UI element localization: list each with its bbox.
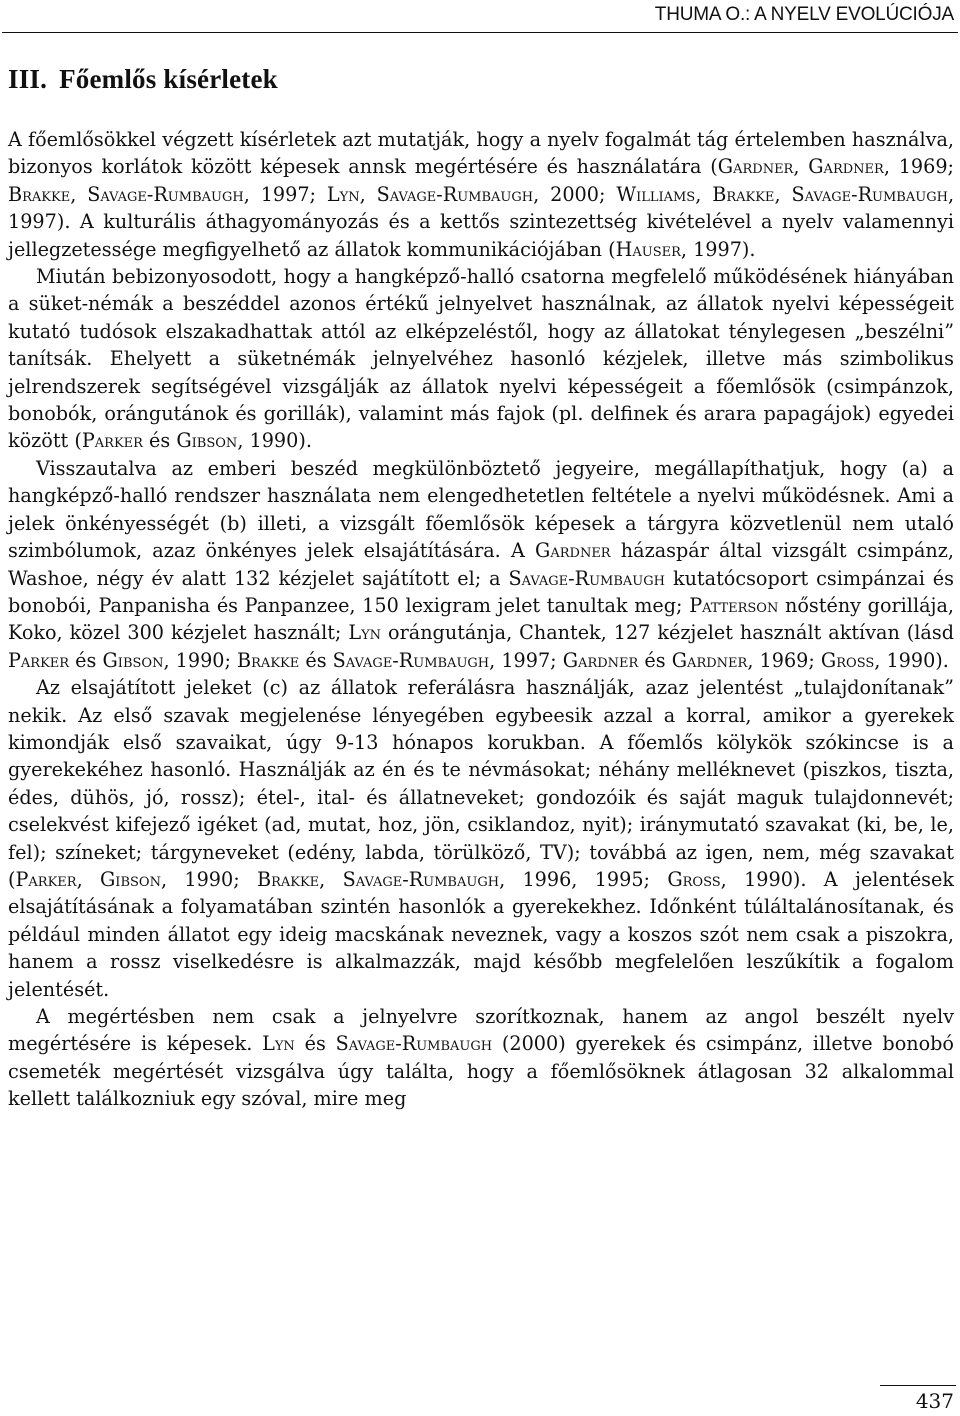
author-name: Gibson <box>102 648 164 672</box>
author-name: Savage-Rumbaugh <box>376 182 534 206</box>
text-run: , <box>359 182 377 206</box>
text-run: , <box>695 182 713 206</box>
text-run: orángutánja, Chantek, 127 kézjelet használt aktívan (lásd <box>381 621 954 645</box>
author-name: Gibson <box>176 429 238 453</box>
page-number-rule <box>880 1385 956 1386</box>
author-name: Gardner <box>535 539 611 563</box>
text-run: házaspár által vizsgált csimpánz, Washoe, négy év alatt 132 kézjelet sajátított el; a <box>8 539 954 590</box>
author-name: Parker <box>81 429 143 453</box>
author-name: Savage-Rumbaugh <box>508 566 665 590</box>
section-number: III. <box>8 64 48 94</box>
author-name: Lyn <box>326 182 360 206</box>
text-run: , 1997; <box>243 182 327 206</box>
text-run: és <box>69 648 103 672</box>
text-run: és <box>299 648 333 672</box>
author-name: Savage-Rumbaugh <box>791 182 948 206</box>
text-run: , 1990; <box>163 648 238 672</box>
paragraph <box>8 1003 954 1113</box>
author-name: Williams <box>616 182 696 206</box>
text-run: (2000) gyerekek és csimpánz, illetve bonobó csemeték megértését vizsgálva úgy találta, hogy a főemlősöknek átlagosan 32 alkalommal kellett találkozniuk egy szóval, mire meg <box>8 1032 954 1111</box>
text-run: és <box>294 1032 336 1056</box>
text-run: kutatócsoport csimpánzai és bonobói, Panpanisha és Panpanzee, 150 lexigram jelet tanultak meg; <box>8 566 954 617</box>
text-run: Visszautalva az emberi beszéd megkülönböztető jegyeire, megállapíthatjuk, hogy (a) a hangképző-halló rendszer használata nem elengedhetetlen feltétele a nyelvi működésnek. Ami a jelek önkényességét (b) illeti, a vizsgált főemlősök képesek a tárgyra közvetlenül nem utaló szimbólumok, azaz önkényes jelek elsajátítására. A <box>8 456 954 563</box>
text-run: és <box>142 429 177 453</box>
author-name: Gibson <box>99 867 161 891</box>
text-run: , 1990). <box>874 648 949 672</box>
text-run: , 1990). A jelentések elsajátításának a folyamatában szintén hasonlók a gyerekekhez. Időnként túláltalánosítanak, és például minden állatot egy ideig macskának neveznek, vagy a koszos szót nem csak a piszokra, hanem a rossz viselkedésre is alkalmazzák, majd később megfelelően leszűkítik a fogalom jelentését. <box>8 867 955 1001</box>
paragraph <box>8 674 954 1003</box>
text-run: , 1990; <box>160 867 257 891</box>
paragraph <box>8 126 954 263</box>
running-head: THUMA O.: A NYELV EVOLÚCIÓJA <box>654 4 954 25</box>
text-run: , <box>319 867 343 891</box>
text-run: és <box>638 648 672 672</box>
author-name: Gross <box>820 648 875 672</box>
page-number: 437 <box>915 1389 954 1413</box>
author-name: Brakke <box>8 182 71 206</box>
text-run: , 1997). A kulturális áthagyományozás és a kettős szintezettség kivételével a nyelv valamennyi jellegzetessége megfigyelhető az állatok kommunikációjában ( <box>8 182 955 261</box>
text-run: Miután bebizonyosodott, hogy a hangképző-halló csatorna megfelelő működésének hiányában a süket-némák a beszéddel azonos értékű jelnyelvet használnak, az állatok nyelvi képességeit kutató tudósok elszakadhattak attól az elképzeléstől, hogy az állatokat ténylegesen „beszélni” tanítsák. Ehelyett a süketnémák jelnyelvéhez hasonló kézjelek, illetve más szimbolikus jelrendszerek segítségével vizsgálják az állatok nyelvi képességeit a főemlősök (csimpánzok, bonobók, orángutánok és gorillák), valamint más fajok (pl. delfinek és arara papagájok) egyedei között ( <box>8 265 954 453</box>
author-name: Lyn <box>348 621 382 645</box>
text-run: , <box>76 867 100 891</box>
author-name: Gardner <box>808 155 884 179</box>
text-run: A megértésben nem csak a jelnyelvre szorítkoznak, hanem az angol beszélt nyelv megértésére is képesek. <box>8 1005 954 1056</box>
text-run: , 1997). <box>680 237 756 261</box>
author-name: Brakke <box>237 648 300 672</box>
text-run: , <box>793 155 809 179</box>
paragraph <box>8 455 954 674</box>
text-run: , 1990). <box>237 429 312 453</box>
author-name: Parker <box>15 867 77 891</box>
author-name: Gardner <box>671 648 748 672</box>
text-run: , 1997; <box>489 648 563 672</box>
text-run: , 1969; <box>883 155 954 179</box>
author-name: Savage-Rumbaugh <box>335 1032 493 1056</box>
text-run: , <box>70 182 88 206</box>
author-name: Savage-Rumbaugh <box>87 182 244 206</box>
text-run: , <box>774 182 792 206</box>
author-name: Gardner <box>717 155 794 179</box>
text-run: , 1969; <box>747 648 821 672</box>
author-name: Brakke <box>256 867 320 891</box>
text-run: , 1996, 1995; <box>499 867 668 891</box>
text-run: , 2000; <box>533 182 617 206</box>
text-run: A főemlősökkel végzett kísérletek azt mutatják, hogy a nyelv fogalmát tág értelemben használva, bizonyos korlátok között képesek annsk megértésére és használatára ( <box>8 128 954 179</box>
author-name: Savage-Rumbaugh <box>332 648 490 672</box>
text-run: nőstény gorillája, Koko, közel 300 kézjelet használt; <box>8 593 955 645</box>
author-name: Hauser <box>615 237 681 261</box>
author-name: Patterson <box>689 593 779 617</box>
author-name: Gross <box>667 867 721 891</box>
header-rule <box>2 32 958 33</box>
section-heading <box>8 64 278 95</box>
paragraph <box>8 263 954 455</box>
body-text <box>8 126 954 1113</box>
section-title: Főemlős kísérletek <box>59 64 278 94</box>
author-name: Parker <box>8 648 70 672</box>
author-name: Gardner <box>562 648 639 672</box>
author-name: Savage-Rumbaugh <box>342 867 500 891</box>
author-name: Lyn <box>262 1032 295 1056</box>
author-name: Brakke <box>712 182 775 206</box>
text-run: Az elsajátított jeleket (c) az állatok referálásra használják, azaz jelentést „tulajdonítanak” nekik. Az első szavak megjelenése lényegében egybeesik azzal a korral, amikor a gyerekek kimondják első szavaikat, úgy 9-13 hónapos korukban. A főemlős kölykök szókincse is a gyerekekéhez hasonló. Használják az én és te névmásokat; néhány melléknevet (piszkos, tiszta, édes, dühös, jó, rossz); étel-, ital- és állatneveket; gondozóik és saját maguk tulajdonnevét; cselekvést kifejező igéket (ad, mutat, hoz, jön, csiklandoz, nyit); iránymutató szavakat (ki, be, le, fel); színeket; tárgyneveket (edény, labda, törülköző, TV); továbbá az igen, nem, még szavakat ( <box>8 676 954 891</box>
